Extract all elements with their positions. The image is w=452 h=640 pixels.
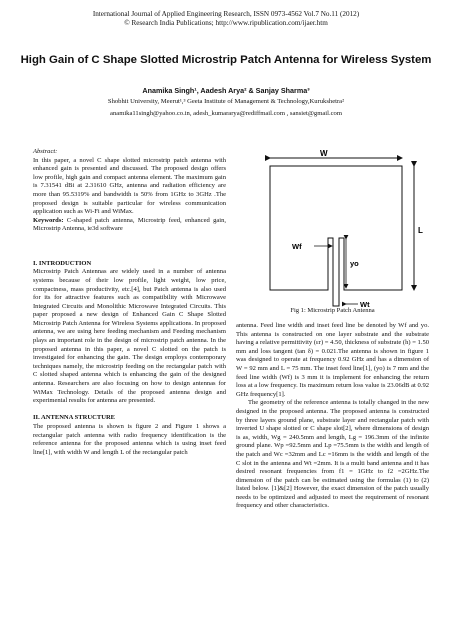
feed-width-label: Wf: [292, 242, 302, 251]
right-paragraph-2: The geometry of the reference antenna is totally changed in the new designed in the proposed antenna. The proposed antenna is constructed by three layers ground plane, substrate layer and rectangular patch with inverted U shape slotted or C shape slot[2], where dimensions of design is as, width, Wg = 240.5mm and length, Lg = 196.3mm of the infinite ground plane. Wp =92.5mm and Lp =75.5mm is the width and length of the patch and Wc =32mm and Lc =16mm is the width and length of the C slot in the antenna and Wt =2mm. It is a multi band antenna and it has desired resonant frequencies from f1 = 1GHz to f2 =2GHz.The dimension of the patch can be estimated using the formulas (1) to (2) listed below. [1]&[2] However, the exact dimension of the patch usually needs to be optimized and adjusted to meet the requirement of resonant frequency and other characteristics.: [236, 399, 429, 510]
figure-caption: Fig 1: Microstrip Patch Antenna: [290, 307, 375, 314]
journal-line: International Journal of Applied Engineering Research, ISSN 0973-4562 Vol.7 No.11 (2012): [92, 10, 360, 18]
antenna-structure-text: The proposed antenna is shown is figure 2 and Figure 1 shows a rectangular patch antenna with radio frequency identification is the reference antenna for the proposed antenna which is using inset feed line[1], with width W and length L of the rectangular patch: [33, 423, 226, 456]
keywords-text: C-shaped patch antenna, Microstrip feed, enhanced gain, Microstrip Antenna, ie3d software: [33, 216, 226, 233]
microstrip-patch-figure: [242, 148, 426, 316]
spacer: [33, 234, 226, 243]
section-heading-introduction: I. INTRODUCTION: [33, 259, 92, 267]
width-label: W: [320, 149, 328, 158]
author-list: Anamika Singh¹, Aadesh Arya² & Sanjay Sharma³: [142, 86, 310, 95]
abstract-label: Abstract:: [33, 148, 58, 155]
introduction-text: Microstrip Patch Antennas are widely used in a number of antenna systems because of their low profile, light weight, low price, compactness, mass productivity, etc.[4], but Patch antenna is also used for its for attractive features such as compatibility with Microwave Integrated Circuits and Monolithic Microwave Integrated Circuits. This paper proposed a new design of Enhanced Gain C Shape Slotted Microstrip Patch Antenna for Wireless Systems applications. In proposed antenna, we are using here feeding mechanism and Feeding mechanism plays an important role in the design of microstrip patch antenna. In the proposed antenna in this paper, a novel C slotted on the patch is investigated for enhancing the gain. The design employs contemporary techniques namely, the microstrip feeding on the rectangular patch with C slotted shaped antenna which is enhancing the gain of the designed antenna. Researchers are also focusing on how to design antennas for WiMax Technology. Details of the proposed antenna design and experimental results for antenna are presented.: [33, 268, 226, 405]
right-column: [236, 322, 429, 511]
section-heading-antenna-structure: II. ANTENNA STRUCTURE: [33, 414, 116, 422]
paper-title: High Gain of C Shape Slotted Microstrip Patch Antenna for Wireless System: [20, 54, 432, 66]
length-label: L: [418, 226, 423, 235]
abstract-text: In this paper, a novel C shape slotted microstrip patch antenna with enhanced gain is presented and discussed. The proposed design offers low profile, high gain and compact antenna element. The maximum gain is 7.31541 dBi at 2.31610 GHz, antenna and radiation efficiency are more than 95.5319% and bandwidth is 50% from 1GHz to 3GHz .The proposed design is suitable particular for wireless communication application such as Wi-Fi and WiMax.: [33, 156, 226, 216]
publisher-line: © Research India Publications; http://www.ripublication.com/ijaer.htm: [124, 19, 328, 27]
inset-depth-label: yo: [350, 259, 359, 268]
patch-outline: [270, 166, 402, 306]
keywords-paragraph: [33, 217, 226, 234]
spacer: [33, 243, 226, 252]
feed-line-width-label: Wt: [360, 300, 370, 309]
left-column: [33, 148, 226, 457]
affiliations: Shobhit University, Meerut¹,³ Geeta Institute of Management & Technology,Kurukshetra²: [107, 98, 345, 105]
keywords-label: Keywords:: [33, 216, 64, 224]
right-paragraph-1: antenna. Feed line width and inset feed line be denoted by Wf and yo. This antenna is constructed on one layer substrate and the substrate having a relative permittivity (εr) = 4.50, thickness of substrate (h) = 1.50 mm and loss tangent (tan δ) = 0.021.The antenna is shown in figure 1 was designed to operate at frequency 0.92 GHz and has a dimension of W = 92 mm and L = 75 mm. The inset feed line[1], (yo) is 7 mm and the feed line width (Wf) is 3 mm it is implement for enhancing the return loss at a low frequency. Its maximum return loss value is 23.06dB at 0.92 GHz frequency[1].: [236, 322, 429, 398]
journal-header: [0, 10, 452, 28]
author-emails: anamika11singh@yahoo.co.in, adesh_kumararya@rediffmail.com , sansiet@gmail.com: [110, 110, 342, 117]
